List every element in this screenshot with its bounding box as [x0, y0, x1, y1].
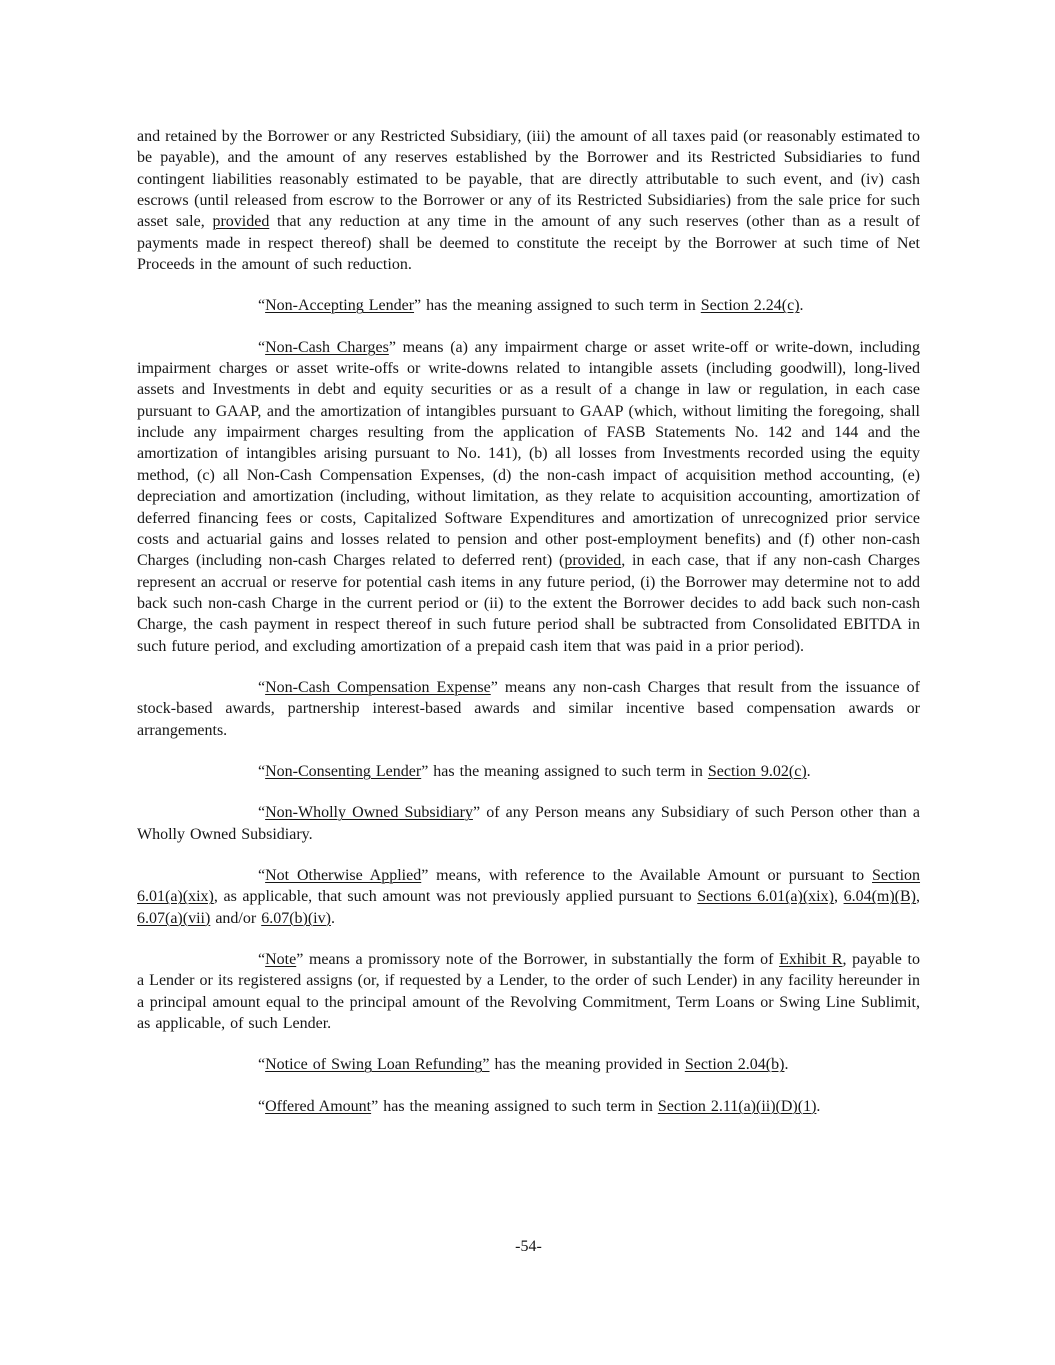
- text-run: that any reduction at any time in the amount of any such reserves (other than as a result of payments made in respect thereof) shall be deemed to constitute the receipt by the Borrower at such time of Net Proceeds in the amount of such reduction.: [137, 213, 920, 274]
- defined-term: Section 2.04(b): [684, 1056, 785, 1074]
- paragraph-offered-amount: [137, 1096, 920, 1117]
- paragraph-notice-of-swing-loan-refunding: [137, 1054, 920, 1075]
- text-run: “: [258, 297, 266, 315]
- text-run: ” means a promissory note of the Borrower, in substantially the form of: [296, 951, 780, 968]
- defined-term: Non-Consenting Lender: [265, 762, 422, 780]
- text-run: “: [258, 951, 266, 968]
- paragraph-non-cash-charges: [137, 337, 920, 657]
- paragraph-not-otherwise-applied: [137, 865, 920, 929]
- defined-term: 6.04(m)(B): [843, 888, 916, 906]
- text-run: “: [258, 866, 266, 884]
- text-run: .: [816, 1097, 821, 1115]
- text-run: , as applicable, that such amount was not previously applied pursuant to: [213, 888, 698, 906]
- defined-term: Non-Cash Charges: [265, 338, 389, 356]
- text-run: , in each case, that if any non-cash Charges represent an accrual or reserve for potential cash items in any future period, (i) the Borrower may determine not to add back such non-cash Charge in the current period or (ii) to the extent the Borrower decides to add back such non-cash Charge, the cash payment in respect thereof in such future period shall be subtracted from Consolidated EBITDA in such future period, and excluding amortization of a prepaid cash item that was paid in a prior period).: [137, 552, 921, 655]
- text-run: .: [330, 909, 335, 927]
- text-run: “: [258, 1097, 266, 1115]
- text-run: ” means any non-cash Charges that result from the issuance of stock-based awards, partnership interest-based awards and similar incentive based compensation awards or arrangements.: [137, 678, 920, 739]
- text-run: “: [258, 804, 266, 822]
- text-run: “: [258, 338, 266, 356]
- paragraph-net-proceeds-continuation: [137, 126, 920, 275]
- defined-term: Notice of Swing Loan Refunding”: [265, 1056, 490, 1074]
- document-body: [137, 126, 920, 1137]
- text-run: and/or: [210, 909, 262, 927]
- defined-term: 6.07(b)(iv): [261, 909, 331, 927]
- text-run: ,: [916, 888, 920, 906]
- text-run: “: [258, 762, 266, 780]
- defined-term: Offered Amount: [265, 1097, 372, 1115]
- defined-term: Note: [265, 951, 297, 968]
- defined-term: Section 2.24(c): [700, 297, 800, 315]
- text-run: ” has the meaning assigned to such term in: [414, 297, 701, 315]
- paragraph-non-consenting-lender: [137, 761, 920, 782]
- text-run: ,: [833, 888, 844, 906]
- paragraph-non-cash-compensation-expense: [137, 677, 920, 741]
- defined-term: Section 9.02(c): [707, 762, 807, 780]
- text-run: ” means (a) any impairment charge or asset write-off or write-down, including impairment charges or asset write-offs or write-downs related to intangible assets (including goodwill), long-lived assets and Investments in debt and equity securities or as a result of a change in law or regulation, in each case pursuant to GAAP, and the amortization of intangibles pursuant to GAAP (which, without limiting the foregoing, shall include any impairment charges resulting from the application of FASB Statements No. 142 and 144 and the amortization of intangibles arising pursuant to No. 141), (b) all losses from Investments recorded using the equity method, (c) all Non-Cash Compensation Expenses, (d) the non-cash impact of acquisition method accounting, (e) depreciation and amortization (including, without limitation, as they relate to acquisition accounting, amortization of deferred financing fees or costs, Capitalized Software Expenditures and amortization of unrecognized prior service costs and actuarial gains and losses related to pension and other post-employment benefits) and (f) other non-cash Charges (including non-cash Charges related to deferred rent) (: [137, 338, 920, 570]
- defined-term: Exhibit R: [779, 951, 843, 968]
- text-run: .: [806, 762, 811, 780]
- defined-term: Sections 6.01(a)(xix): [697, 888, 834, 906]
- defined-term: Non-Cash Compensation Expense: [265, 678, 491, 696]
- text-run: “: [258, 1056, 266, 1074]
- text-run: , payable to a Lender or its registered assigns (or, if requested by a Lender, to the order of such Lender) in any facility hereunder in a principal amount equal to the principal amount of the Revolving Commitment, Term Loans or Swing Line Sublimit, as applicable, of such Lender.: [137, 951, 920, 1033]
- text-run: .: [784, 1056, 789, 1074]
- page-number: -54-: [515, 1238, 542, 1255]
- paragraph-non-accepting-lender: [137, 295, 920, 316]
- defined-term: Section 6.01(a)(xix): [137, 866, 921, 906]
- text-run: ” has the meaning assigned to such term in: [371, 1097, 658, 1115]
- text-run: ” of any Person means any Subsidiary of such Person other than a Wholly Owned Subsidiary.: [137, 804, 921, 843]
- text-run: ” means, with reference to the Available Amount or pursuant to: [421, 866, 873, 884]
- defined-term: Section 2.11(a)(ii)(D)(1): [657, 1097, 817, 1115]
- text-run: “: [258, 678, 266, 696]
- defined-term: provided: [212, 213, 270, 231]
- paragraph-note: [137, 949, 920, 1034]
- defined-term: Non-Wholly Owned Subsidiary: [265, 804, 473, 822]
- defined-term: Not Otherwise Applied: [265, 866, 422, 884]
- text-run: ” has the meaning assigned to such term in: [421, 762, 708, 780]
- defined-term: 6.07(a)(vii): [137, 909, 211, 927]
- text-run: and retained by the Borrower or any Restricted Subsidiary, (iii) the amount of all taxes paid (or reasonably estimated to be payable), and the amount of any reserves established by the Borrower and its Restricted Subsidiaries to fund contingent liabilities reasonably estimated to be payable, that are directly attributable to such event, and (iv) cash escrows (until released from escrow to the Borrower or any of its Restricted Subsidiaries) from the sale price for such asset sale,: [137, 128, 920, 231]
- paragraph-non-wholly-owned-subsidiary: [137, 802, 920, 845]
- defined-term: Non-Accepting Lender: [265, 297, 415, 315]
- defined-term: provided: [564, 552, 622, 570]
- text-run: .: [799, 297, 804, 315]
- text-run: has the meaning provided in: [489, 1056, 685, 1074]
